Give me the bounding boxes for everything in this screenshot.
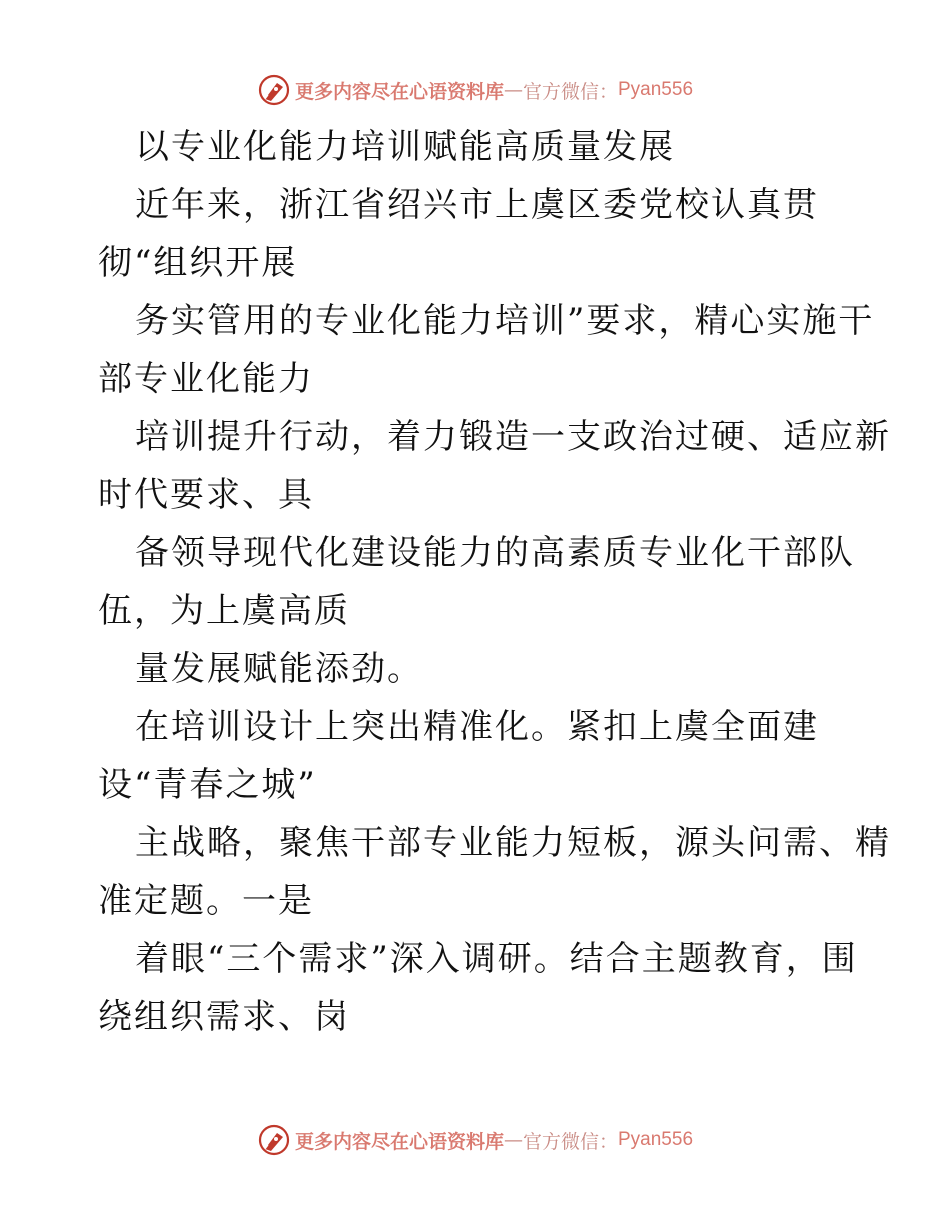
title-line: 以专业化能力培训赋能高质量发展: [135, 127, 675, 167]
banner-main-text: 更多内容尽在心语资料库: [294, 80, 504, 103]
pen-nib-logo-icon: [257, 1123, 291, 1157]
text-line: 备领导现代化建设能力的高素质专业化干部队: [135, 533, 855, 573]
text-line: 准定题。一是: [98, 881, 314, 921]
banner-wechat-label: 官方微信：: [522, 1130, 618, 1153]
banner-separator: —: [503, 1129, 523, 1151]
banner-main-text: 更多内容尽在心语资料库: [294, 1130, 504, 1153]
text-line: 主战略，聚焦干部专业能力短板，源头问需、精: [135, 823, 891, 863]
text-line: 务实管用的专业化能力培训”要求，精心实施干: [135, 301, 875, 341]
banner-wechat-label: 官方微信：: [522, 80, 618, 103]
text-line: 培训提升行动，着力锻造一支政治过硬、适应新: [135, 417, 891, 457]
text-line: 量发展赋能添劲。: [135, 649, 423, 689]
text-line: 设“青春之城”: [98, 765, 317, 805]
text-line: 彻“组织开展: [98, 243, 298, 283]
text-line: 在培训设计上突出精准化。紧扣上虞全面建: [135, 707, 819, 747]
text-line: 绕组织需求、岗: [98, 997, 350, 1037]
banner-separator: —: [503, 79, 523, 101]
text-line: 近年来，浙江省绍兴市上虞区委党校认真贯: [135, 185, 819, 225]
text-line: 伍，为上虞高质: [98, 591, 350, 631]
text-line: 着眼“三个需求”深入调研。结合主题教育，围: [135, 939, 858, 979]
header-watermark-banner: [0, 70, 950, 110]
document-body: [98, 118, 891, 1046]
footer-watermark-banner: [0, 1120, 950, 1160]
banner-wechat-id: Pyan556: [618, 1129, 694, 1150]
pen-nib-logo-icon: [257, 73, 291, 107]
text-line: 部专业化能力: [98, 359, 314, 399]
banner-wechat-id: Pyan556: [618, 79, 694, 100]
text-line: 时代要求、具: [98, 475, 314, 515]
